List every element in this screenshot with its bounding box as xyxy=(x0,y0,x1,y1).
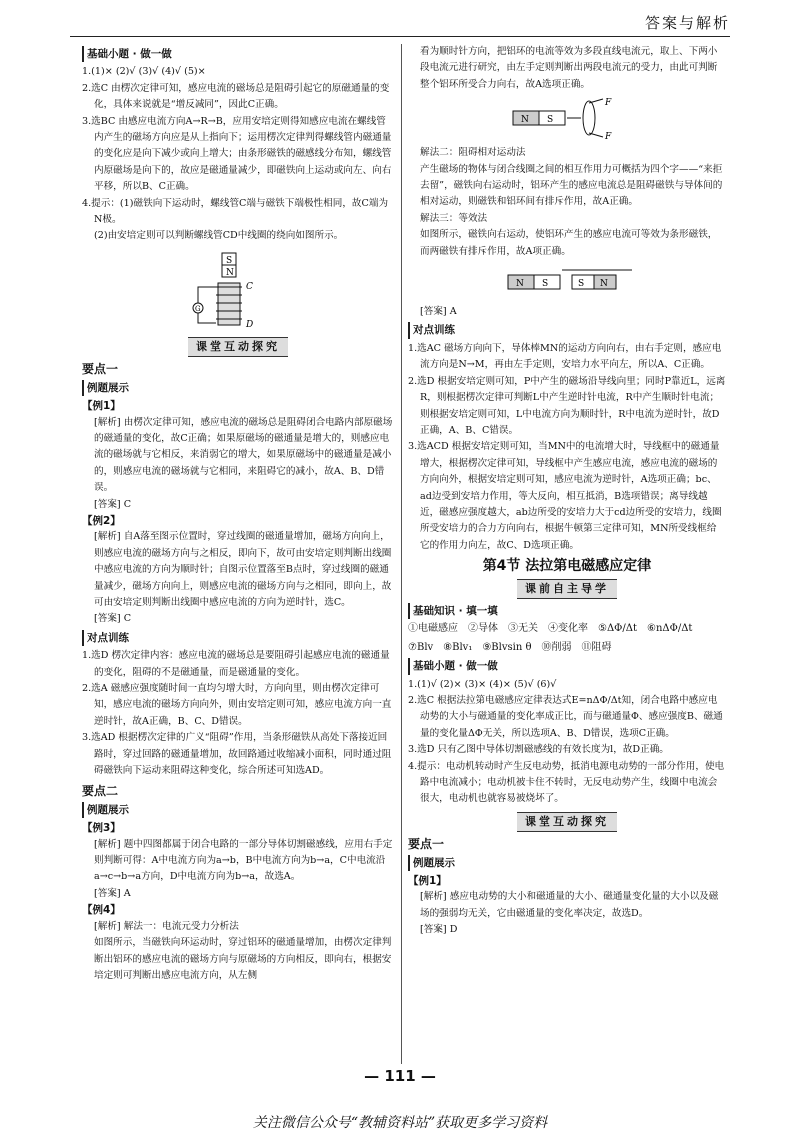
label-n: N xyxy=(226,267,234,278)
key-point: 要点一 xyxy=(82,362,119,377)
label-n1: N xyxy=(516,279,524,290)
fill-item: ⑧Blv₁ xyxy=(443,641,473,653)
basic-item: 4.提示：电动机转动时产生反电动势，抵消电源电动势的一部分作用，使电路中电流减小；电动机被卡住不转时，无反电动势产生，线圈中电流会很大，电动机也就容易被烧坏了。 xyxy=(408,760,725,805)
example-text: [解析] 自A落至图示位置时，穿过线圈的磁通量增加，磁场方向向上，则感应电流的磁场方向与之相反，即向下，故可由安培定则判断出线圈中感应电流的方向为顺时针；自图示位置落至B点时，穿过线圈的磁通量减少，磁场方向向上，则感应电流的磁场方向与之相同，即向上，故可由安培定则判断出线圈中感应电流的方向为逆时针，选C。 xyxy=(94,531,392,608)
label-n2: N xyxy=(600,279,608,290)
solution-title: 解法三：等效法 xyxy=(420,212,488,224)
example-text: [解析] 解法一：电流元受力分析法 xyxy=(94,920,239,932)
coil-figure xyxy=(178,249,298,333)
example-label: 【例4】 xyxy=(82,904,121,917)
basic-item: 3.选BC 由感应电流方向A→R→B，应用安培定则得知感应电流在螺线管内产生的磁场方向应是从上指向下；运用楞次定律判得螺线管内磁通量的变化应是向下减少或向上增大；由条形磁铁的磁感线分布知，螺线管内原磁场是向下的，故应是磁通量减少，即磁铁向上运动或向左、向右平移，所以B、C正确。 xyxy=(82,115,392,193)
fill-item: ④变化率 xyxy=(548,623,588,635)
right-column xyxy=(408,44,726,939)
train-item: 2.选D 根据安培定则可知，P中产生的磁场沿导线向里；同时P靠近L，远离R，则根据楞次定律可判断L中产生逆时针电流，R中产生顺时针电流；则根据安培定则可知，L中电流方向为顺时针，R中电流为逆时针，故D正确，A、B、C错误。 xyxy=(408,375,726,436)
continued-text: 看为顺时针方向，把铝环的电流等效为多段直线电流元，取上、下两小段电流元进行研究，由左手定则判断出两段电流元的受力，由此可判断整个铝环所受合力向右，故A选项正确。 xyxy=(420,46,718,90)
basic-item: 2.选C 由楞次定律可知，感应电流的磁场总是阻碍引起它的原磁通量的变化，具体来说就是“增反减同”，因此C正确。 xyxy=(82,82,390,111)
example-text: [解析] 由楞次定律可知，感应电流的磁场总是阻碍闭合电路内部原磁场的磁通量的变化，故C正确；如果原磁场的磁通量是增大的，则感应电流的磁场就与它相反，来消弱它的增大，如果原磁场中的磁通量是减小的，则感应电流的磁场就与它相同，来阻碍它的减小，故A、B、D错误。 xyxy=(94,416,393,494)
train-title: 对点训练 xyxy=(408,322,726,338)
key-point: 要点一 xyxy=(408,837,445,852)
label-s: S xyxy=(226,255,233,266)
example-text: [解析] 题中四图都属于闭合电路的一部分导体切割磁感线，应用右手定则判断可得：A中电流方向为a→b，B中电流方向为b→a，C中电流沿a→c→b→a方向，D中电流方向为b→a，故选A。 xyxy=(94,838,393,883)
section-title: 第4节 法拉第电磁感应定律 xyxy=(482,558,652,575)
fill-item: ②导体 xyxy=(468,623,498,635)
basic-item: 2.选C 根据法拉第电磁感应定律表达式E=nΔΦ/Δt知，闭合电路中感应电动势的大小与磁通量的变化率成正比，而与磁通量Φ、感应强度B、磁通量的变化量ΔΦ无关，所以选项A、B、D错误，选项C正确。 xyxy=(408,695,723,739)
example-show: 例题展示 xyxy=(82,380,394,396)
basic-item: 4.提示：(1)磁铁向下运动时，螺线管C端与磁铁下端极性相同，故C端为N极。 xyxy=(82,197,389,226)
train-item: 1.选AC 磁场方向向下，导体棒MN的运动方向向右，由右手定则，感应电流方向是N→M，再由左手定则，安培力水平向左，所以A、C正确。 xyxy=(408,342,722,371)
solution-title: 解法二：阻碍相对运动法 xyxy=(420,147,526,159)
basic-title: 基础小题 · 做一做 xyxy=(82,46,394,62)
example-answer: [答案] A xyxy=(420,306,457,318)
label-n: N xyxy=(521,115,529,126)
fill-answers xyxy=(408,621,726,656)
fill-item: ⑨Blvsin θ xyxy=(482,641,532,653)
example-text: [解析] 感应电动势的大小和磁通量的大小、磁通量变化量的大小以及磁场的强弱均无关，它由磁通量的变化率决定，故选D。 xyxy=(420,891,719,919)
example-answer: [答案] D xyxy=(420,924,458,936)
banner: 课堂互动探究 xyxy=(188,337,288,357)
fill-item: ①电磁感应 xyxy=(408,623,458,635)
label-c: C xyxy=(246,281,253,292)
label-s2: S xyxy=(578,279,585,290)
label-g: G xyxy=(195,304,201,313)
column-divider xyxy=(401,44,402,1064)
basic-item: (2)由安培定则可以判断螺线管CD中线圈的绕向如图所示。 xyxy=(94,230,344,242)
train-item: 3.选ACD 根据安培定则可知，当MN中的电流增大时，导线框中的磁通量增大，根据楞次定律可知，导线框中产生感应电流，感应电流的磁场的方向向外，根据安培定则可知，感应电流为逆时针，A选项正确；bc、ad边受到安培力作用，等大反向，相互抵消，B选项错误；离导线越近，磁感应强度越大，ab边所受的安培力大于cd边所受的安培力，线圈所受安培力的合力方向向右，根据牛顿第三定律可知，MN所受线框给它的作用力向左，故C、D选项正确。 xyxy=(408,441,722,551)
page-header xyxy=(70,0,730,37)
example-label: 【例1】 xyxy=(408,875,447,888)
example-label: 【例1】 xyxy=(82,400,121,413)
banner: 课前自主导学 xyxy=(517,579,617,599)
basic-title: 基础小题 · 做一做 xyxy=(408,658,726,674)
example-show: 例题展示 xyxy=(82,802,394,818)
knowledge-title: 基础知识 · 填一填 xyxy=(408,603,726,619)
example-label: 【例3】 xyxy=(82,822,121,835)
fill-item: ⑥nΔΦ/Δt xyxy=(647,623,693,635)
page-number: — 111 — xyxy=(364,1067,436,1085)
footer-note: 关注微信公众号“教辅资料站”获取更多学习资料 xyxy=(252,1115,548,1131)
label-s: S xyxy=(547,115,554,126)
fill-item: ③无关 xyxy=(508,623,538,635)
train-item: 2.选A 磁感应强度随时间一直均匀增大时，方向向里，则由楞次定律可知，感应电流的磁场方向向外，则由安培定则可知，感应电流方向一直逆时针，故A正确，B、C、D错误。 xyxy=(82,683,392,727)
train-item: 3.选AD 根据楞次定律的广义“阻碍”作用，当条形磁铁从高处下落接近回路时，穿过回路的磁通量增加，故回路通过收缩减小面积，同时通过阻碍磁铁向下运动来阻碍这种变化，综合所述可知选AD。 xyxy=(82,732,392,777)
fill-item: ⑪阻碍 xyxy=(581,641,612,653)
example-show: 例题展示 xyxy=(408,855,726,871)
example-answer: [答案] C xyxy=(94,613,132,625)
key-point: 要点二 xyxy=(82,784,119,799)
solution-text: 产生磁场的物体与闭合线圈之间的相互作用力可概括为四个字——“来拒去留”，磁铁向右运动时，铝环产生的感应电流总是阻碍磁铁与导体间的相对运动，则磁铁和铝环间有排斥作用，故A正确。 xyxy=(420,163,723,208)
fill-item: ⑩削弱 xyxy=(541,641,572,653)
label-s1: S xyxy=(542,279,549,290)
example-label: 【例2】 xyxy=(82,514,121,527)
basic-item: 1.(1)√ (2)× (3)× (4)× (5)√ (6)√ xyxy=(408,678,557,690)
train-item: 1.选D 楞次定律内容：感应电流的磁场总是要阻碍引起感应电流的磁通量的变化，阻碍的不是磁通量，而是磁通量的变化。 xyxy=(82,650,390,678)
left-column xyxy=(82,44,394,984)
solution-text: 如图所示，磁铁向右运动，使铝环产生的感应电流可等效为条形磁铁，而两磁铁有排斥作用，故A项正确。 xyxy=(420,229,718,257)
ring-figure xyxy=(507,97,627,141)
fill-item: ⑤ΔΦ/Δt xyxy=(598,623,637,635)
header-title: 答案与解析 xyxy=(644,14,730,32)
example-text: 如图所示，当磁铁向环运动时，穿过铝环的磁通量增加，由楞次定律判断出铝环的感应电流的磁场方向与原磁场的方向相反，即向右，根据安培定则可判断出感应电流方向，从左侧 xyxy=(94,937,392,981)
banner: 课堂互动探究 xyxy=(517,812,617,832)
label-f2: F xyxy=(605,132,612,142)
train-title: 对点训练 xyxy=(82,630,394,646)
example-answer: [答案] C xyxy=(94,498,132,510)
example-answer: [答案] A xyxy=(94,887,131,899)
label-d: D xyxy=(246,319,254,330)
fill-item: ⑦Blv xyxy=(408,641,434,653)
label-f1: F xyxy=(605,98,612,109)
magnet-figure xyxy=(502,264,632,300)
basic-item: 3.选D 只有乙图中导体切割磁感线的有效长度为l，故D正确。 xyxy=(408,744,669,756)
basic-item: 1.(1)× (2)√ (3)√ (4)√ (5)× xyxy=(82,66,206,78)
